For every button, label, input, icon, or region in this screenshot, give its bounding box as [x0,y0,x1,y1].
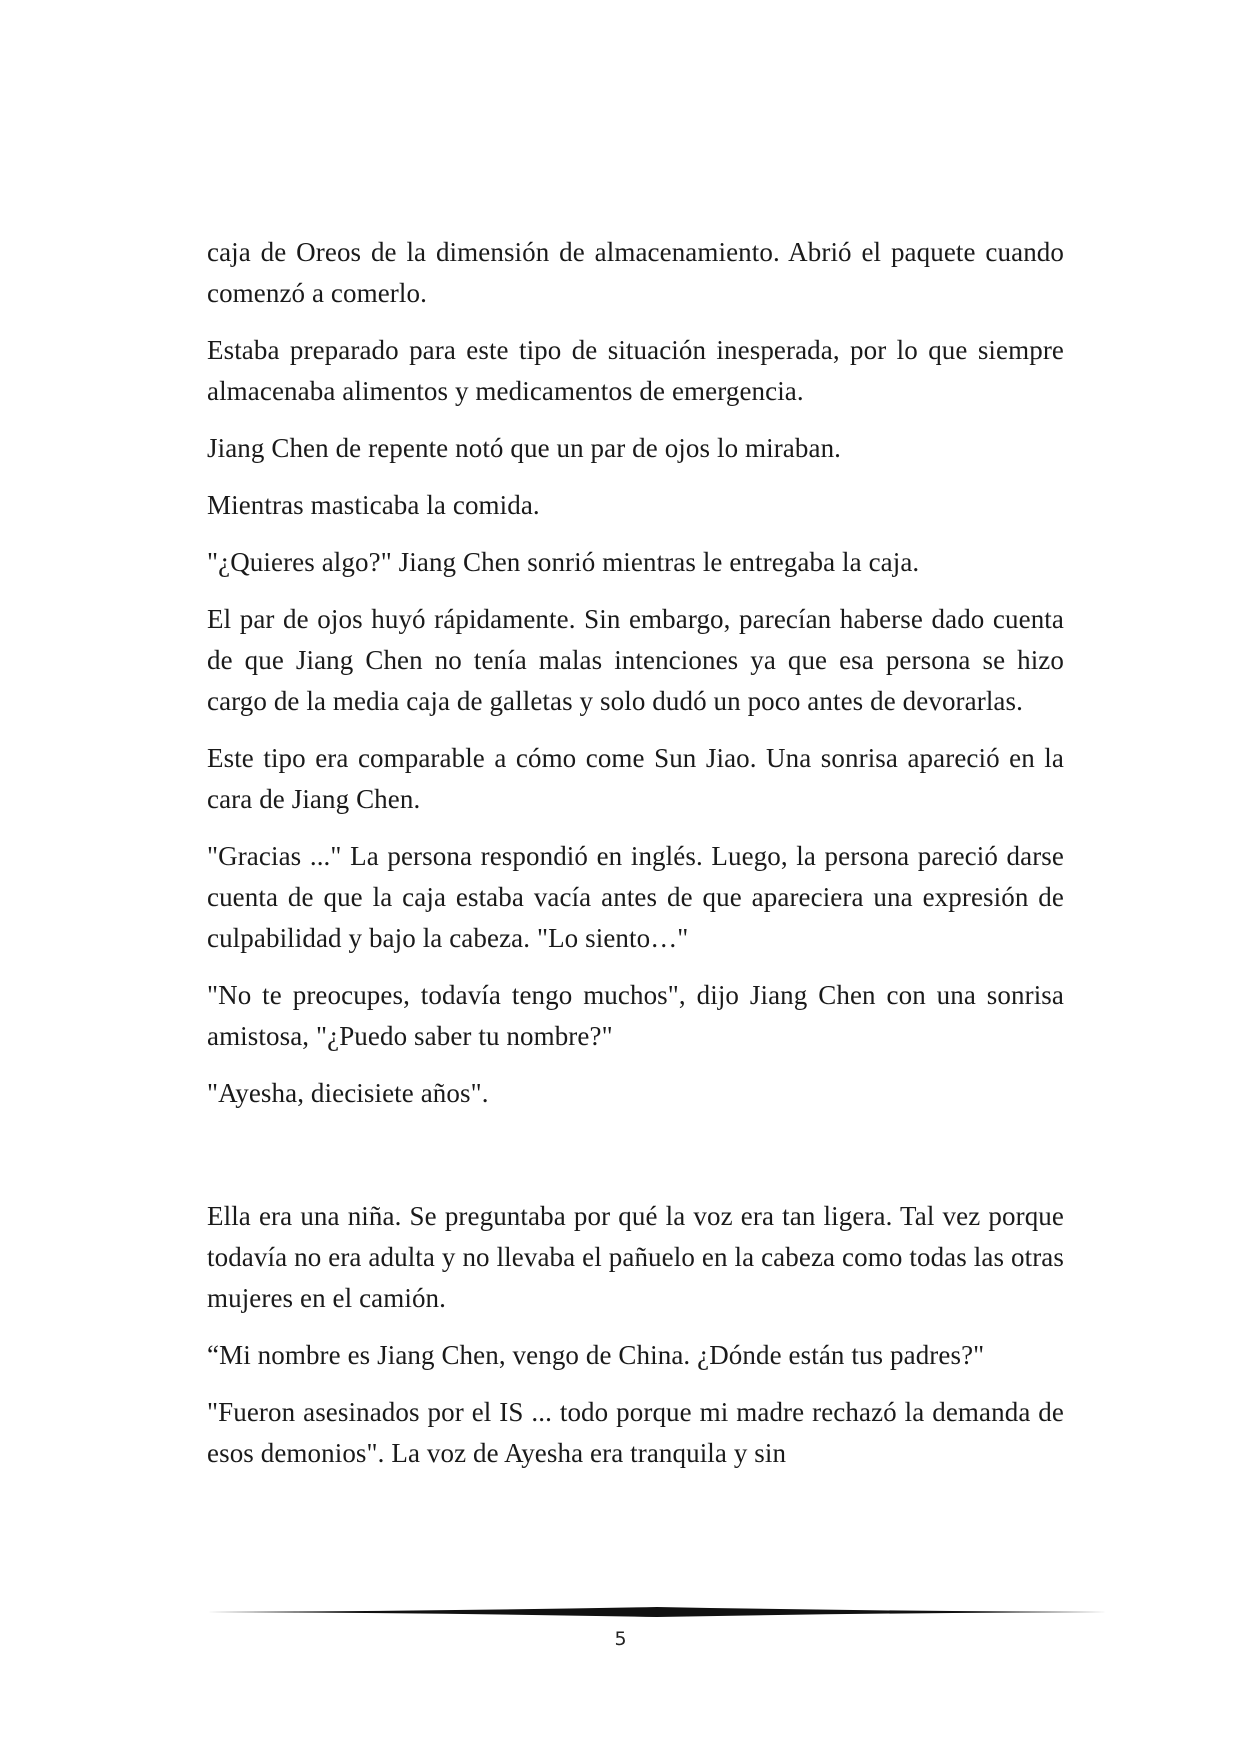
paragraph: "¿Quieres algo?" Jiang Chen sonrió mientras le entregaba la caja. [207,547,920,577]
paragraph: Este tipo era comparable a cómo come Sun Jiao. Una sonrisa apareció en la cara de Jiang Chen. [207,743,1064,814]
paragraph: "Gracias ..." La persona respondió en inglés. Luego, la persona pareció darse cuenta de que la caja estaba vacía antes de que apareciera una expresión de culpabilidad y bajo la cabeza. "Lo siento…" [207,841,1064,953]
paragraph: Ella era una niña. Se preguntaba por qué la voz era tan ligera. Tal vez porque todavía no era adulta y no llevaba el pañuelo en la cabeza como todas las otras mujeres en el camión. [207,1201,1064,1313]
paragraph: El par de ojos huyó rápidamente. Sin embargo, parecían haberse dado cuenta de que Jiang Chen no tenía malas intenciones ya que esa persona se hizo cargo de la media caja de galletas y solo dudó un poco antes de devorarlas. [207,604,1064,716]
paragraph: Jiang Chen de repente notó que un par de ojos lo miraban. [207,433,842,463]
paragraph: Estaba preparado para este tipo de situación inesperada, por lo que siempre almacenaba alimentos y medicamentos de emergencia. [207,335,1064,406]
paragraph: “Mi nombre es Jiang Chen, vengo de China. ¿Dónde están tus padres?" [207,1340,985,1370]
paragraph: Mientras masticaba la comida. [207,490,540,520]
paragraph: "Fueron asesinados por el IS ... todo porque mi madre rechazó la demanda de esos demonios". La voz de Ayesha era tranquila y sin [207,1397,1064,1468]
body-text [207,232,1064,1490]
paragraph: caja de Oreos de la dimensión de almacenamiento. Abrió el paquete cuando comenzó a comerlo. [207,237,1064,308]
paragraph: "No te preocupes, todavía tengo muchos", dijo Jiang Chen con una sonrisa amistosa, "¿Puedo saber tu nombre?" [207,980,1064,1051]
footer-divider [207,1606,1107,1618]
paragraph: "Ayesha, diecisiete años". [207,1078,489,1108]
page-number: 5 [614,1628,627,1650]
